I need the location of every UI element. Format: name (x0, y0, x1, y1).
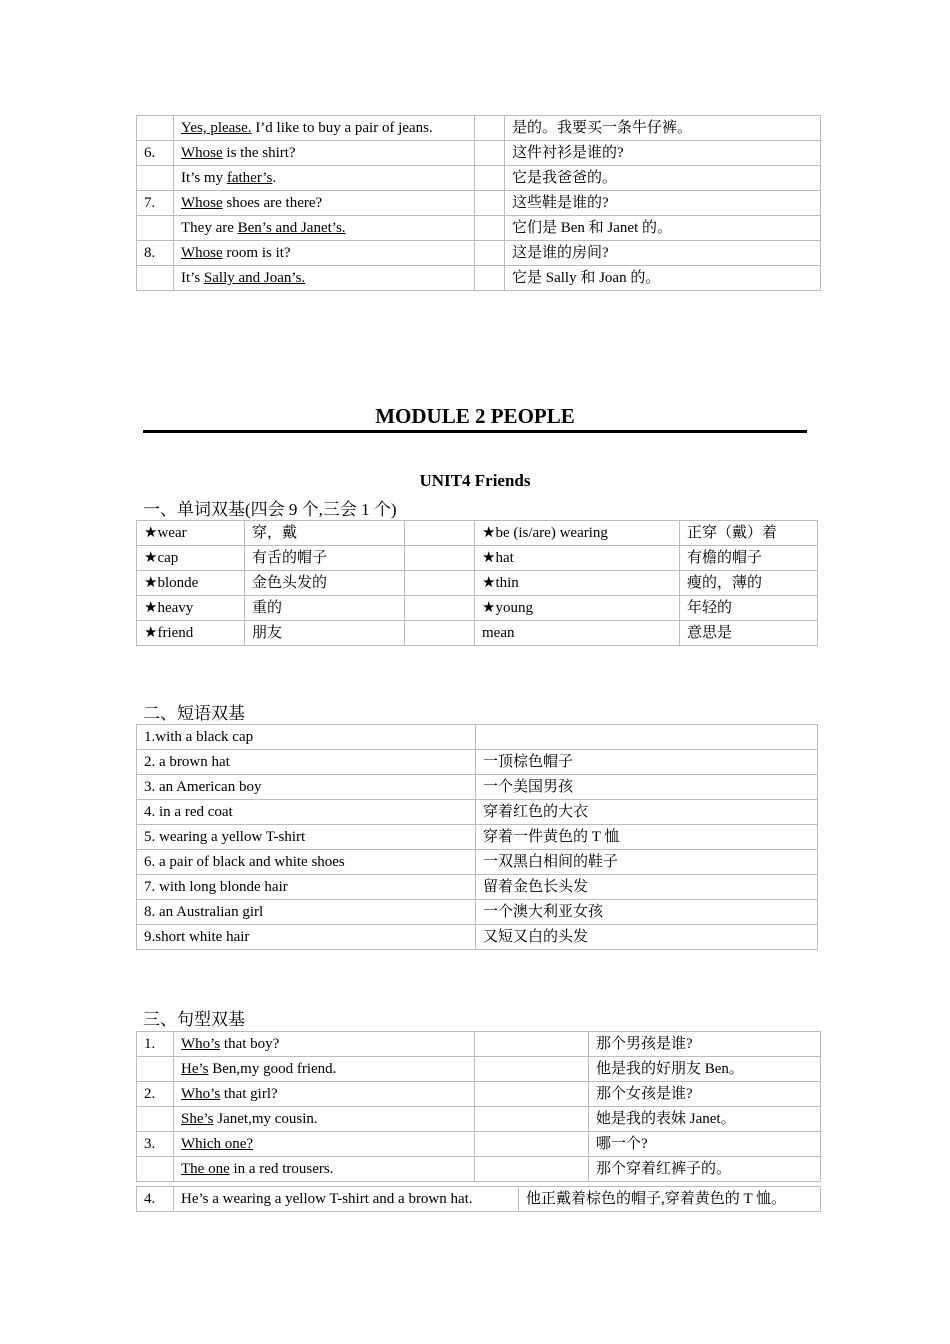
english-sentence (174, 241, 475, 266)
table-row (137, 521, 818, 546)
phrase-english: 1.with a black cap (137, 725, 476, 750)
underlined-phrase: She’s (181, 1111, 214, 1127)
row-number: 4. (137, 1187, 174, 1212)
row-number (137, 216, 174, 241)
chinese-translation: 这些鞋是谁的? (505, 191, 821, 216)
underlined-phrase: Ben’s and Janet’s. (237, 220, 346, 236)
table-row (137, 1057, 821, 1082)
vocab-meaning: 正穿（戴）着 (680, 521, 818, 546)
vocab-word: mean (475, 621, 680, 646)
underlined-phrase: father’s (226, 170, 273, 186)
vocab-word: ★blonde (137, 571, 245, 596)
blank-cell (475, 266, 505, 291)
chinese-translation: 这是谁的房间? (505, 241, 821, 266)
phrase-english: 6. a pair of black and white shoes (137, 850, 476, 875)
vocab-meaning: 朋友 (245, 621, 405, 646)
english-sentence (174, 1107, 475, 1132)
sentence-rest: Janet,my cousin. (213, 1111, 318, 1127)
sentence-rest: room is it? (222, 245, 291, 261)
vocab-word: ★thin (475, 571, 680, 596)
english-sentence (174, 191, 475, 216)
table-row (137, 875, 818, 900)
row-number (137, 1157, 174, 1182)
blank-cell (475, 1157, 589, 1182)
blank-cell (475, 1107, 589, 1132)
phrase-chinese: 留着金色长头发 (476, 875, 818, 900)
row-number (137, 1107, 174, 1132)
sentences-table (136, 1031, 821, 1182)
sentence-rest: I’d like to buy a pair of jeans. (251, 120, 433, 136)
table-row (137, 725, 818, 750)
underlined-phrase: Who’s (181, 1036, 221, 1052)
vocab-word: ★hat (475, 546, 680, 571)
chinese-translation: 他正戴着棕色的帽子,穿着黄色的 T 恤。 (519, 1187, 821, 1212)
chinese-translation: 它是我爸爸的。 (505, 166, 821, 191)
chinese-translation: 是的。我要买一条牛仔裤。 (505, 116, 821, 141)
sentence-rest: that boy? (220, 1036, 280, 1052)
phrase-english: 8. an Australian girl (137, 900, 476, 925)
table-row (137, 1032, 821, 1057)
table-row (137, 216, 821, 241)
vocab-word: ★be (is/are) wearing (475, 521, 680, 546)
sentence-rest: that girl? (220, 1086, 278, 1102)
row-number: 7. (137, 191, 174, 216)
table-row (137, 141, 821, 166)
sentence-rest: is the shirt? (222, 145, 296, 161)
sentence-prefix: It’s (181, 270, 204, 286)
table-row (137, 1187, 821, 1212)
vocab-meaning: 重的 (245, 596, 405, 621)
underlined-phrase: Whose (181, 245, 223, 261)
row-number: 8. (137, 241, 174, 266)
vocab-word: ★heavy (137, 596, 245, 621)
row-number (137, 166, 174, 191)
row-number: 2. (137, 1082, 174, 1107)
vocab-meaning: 穿，戴 (245, 521, 405, 546)
row-number (137, 266, 174, 291)
phrases-table (136, 724, 818, 950)
vocab-meaning: 金色头发的 (245, 571, 405, 596)
table-row (137, 621, 818, 646)
sentence-prefix: It’s my (181, 170, 227, 186)
table-row (137, 116, 821, 141)
blank-cell (405, 521, 475, 546)
sentences-heading: 三、句型双基 (143, 1010, 245, 1029)
chinese-translation: 那个穿着红裤子的。 (589, 1157, 821, 1182)
chinese-translation: 她是我的表妹 Janet。 (589, 1107, 821, 1132)
vocab-meaning: 年轻的 (680, 596, 818, 621)
sentence-rest: Ben,my good friend. (208, 1061, 337, 1077)
english-sentence (174, 141, 475, 166)
table-row (137, 1132, 821, 1157)
vocab-word: ★friend (137, 621, 245, 646)
blank-cell (475, 116, 505, 141)
vocab-meaning: 有檐的帽子 (680, 546, 818, 571)
underlined-phrase: The one (181, 1161, 230, 1177)
vocab-word: ★cap (137, 546, 245, 571)
english-sentence (174, 1157, 475, 1182)
chinese-translation: 那个女孩是谁? (589, 1082, 821, 1107)
vocab-meaning: 瘦的，薄的 (680, 571, 818, 596)
blank-cell (475, 1082, 589, 1107)
english-sentence (174, 1057, 475, 1082)
table-row (137, 825, 818, 850)
vocab-word: ★young (475, 596, 680, 621)
phrase-english: 2. a brown hat (137, 750, 476, 775)
table-row (137, 571, 818, 596)
table-row (137, 1157, 821, 1182)
chinese-translation: 它是 Sally 和 Joan 的。 (505, 266, 821, 291)
underlined-phrase: Whose (181, 195, 223, 211)
english-sentence (174, 1082, 475, 1107)
phrase-chinese: 一个美国男孩 (476, 775, 818, 800)
phrase-chinese: 一个澳大利亚女孩 (476, 900, 818, 925)
table-row (137, 1107, 821, 1132)
phrase-english: 4. in a red coat (137, 800, 476, 825)
table-row (137, 596, 818, 621)
module-title: MODULE 2 PEOPLE (375, 404, 575, 428)
blank-cell (405, 621, 475, 646)
row-number: 3. (137, 1132, 174, 1157)
blank-cell (475, 191, 505, 216)
row-number (137, 1057, 174, 1082)
table-row (137, 166, 821, 191)
vocab-heading: 一、单词双基(四会 9 个,三会 1 个) (143, 500, 397, 519)
vocab-meaning: 意思是 (680, 621, 818, 646)
blank-cell (475, 1032, 589, 1057)
phrase-english: 9.short white hair (137, 925, 476, 950)
phrases-heading: 二、短语双基 (143, 704, 245, 723)
phrase-english: 3. an American boy (137, 775, 476, 800)
blank-cell (475, 241, 505, 266)
blank-cell (405, 571, 475, 596)
vocab-meaning: 有舌的帽子 (245, 546, 405, 571)
english-sentence (174, 116, 475, 141)
phrase-chinese: 穿着一件黄色的 T 恤 (476, 825, 818, 850)
underlined-phrase: Sally and Joan’s. (203, 270, 306, 286)
row-number: 6. (137, 141, 174, 166)
table-row (137, 1082, 821, 1107)
row-number: 1. (137, 1032, 174, 1057)
underlined-phrase: Whose (181, 145, 223, 161)
table-row (137, 241, 821, 266)
table-row (137, 850, 818, 875)
english-sentence (174, 1032, 475, 1057)
sentence-rest: . (272, 170, 277, 186)
blank-cell (405, 546, 475, 571)
phrase-chinese: 一顶棕色帽子 (476, 750, 818, 775)
vocab-table (136, 520, 818, 646)
underlined-phrase: Which one? (181, 1136, 254, 1152)
blank-cell (475, 1132, 589, 1157)
table-row (137, 775, 818, 800)
phrase-english: 7. with long blonde hair (137, 875, 476, 900)
chinese-translation: 它们是 Ben 和 Janet 的。 (505, 216, 821, 241)
sentences-last-row (136, 1186, 821, 1212)
english-sentence (174, 266, 475, 291)
blank-cell (475, 166, 505, 191)
sentence-rest: shoes are there? (222, 195, 323, 211)
english-sentence: He’s a wearing a yellow T-shirt and a brown hat. (174, 1187, 519, 1212)
sentence-rest: in a red trousers. (229, 1161, 334, 1177)
vocab-word: ★wear (137, 521, 245, 546)
chinese-translation: 那个男孩是谁? (589, 1032, 821, 1057)
table-row (137, 900, 818, 925)
table-row (137, 191, 821, 216)
phrase-chinese (476, 725, 818, 750)
table-row (137, 925, 818, 950)
table-row (137, 800, 818, 825)
blank-cell (475, 216, 505, 241)
chinese-translation: 他是我的好朋友 Ben。 (589, 1057, 821, 1082)
blank-cell (475, 141, 505, 166)
table-row (137, 546, 818, 571)
english-sentence (174, 216, 475, 241)
unit-title: UNIT4 Friends (419, 471, 531, 490)
sentence-prefix: They are (181, 220, 238, 236)
underlined-phrase: Yes, please. (181, 120, 252, 136)
phrase-chinese: 又短又白的头发 (476, 925, 818, 950)
chinese-translation: 这件衬衫是谁的? (505, 141, 821, 166)
title-divider (143, 430, 807, 433)
table-row (137, 750, 818, 775)
chinese-translation: 哪一个? (589, 1132, 821, 1157)
top-sentence-table (136, 115, 821, 291)
phrase-chinese: 一双黑白相间的鞋子 (476, 850, 818, 875)
table-row (137, 266, 821, 291)
blank-cell (405, 596, 475, 621)
phrase-chinese: 穿着红色的大衣 (476, 800, 818, 825)
blank-cell (475, 1057, 589, 1082)
underlined-phrase: Who’s (181, 1086, 221, 1102)
row-number (137, 116, 174, 141)
english-sentence (174, 1132, 475, 1157)
english-sentence (174, 166, 475, 191)
phrase-english: 5. wearing a yellow T-shirt (137, 825, 476, 850)
underlined-phrase: He’s (181, 1061, 209, 1077)
